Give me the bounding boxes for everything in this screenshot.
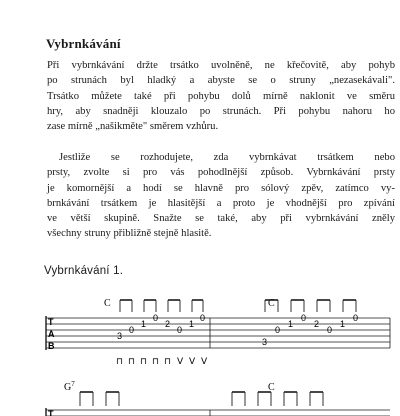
fret-number: 0 <box>200 313 206 323</box>
tab-label-t: T <box>48 317 54 327</box>
fret-number: 1 <box>340 319 346 329</box>
pick-up-symbol: V <box>177 357 184 367</box>
fret-number: 1 <box>189 319 195 329</box>
paragraph-2-line: brnkávání trsátkem je hlasitější a proto je vhodnější pro zpívání <box>47 197 395 209</box>
pick-directions <box>116 357 208 367</box>
fret-number: 0 <box>177 325 183 335</box>
section-heading: Vybrnkávání <box>46 36 121 51</box>
tab-label-a: A <box>48 329 55 339</box>
fret-number: 2 <box>165 319 171 329</box>
pick-down-symbol: ⊓ <box>116 357 124 367</box>
paragraph-2-line: Jestliže se rozhodujete, zda vybrnkávat trsátkem nebo <box>59 152 395 163</box>
fret-number: 3 <box>262 337 268 347</box>
chord-c: C <box>268 298 275 309</box>
fret-number: 1 <box>141 319 147 329</box>
fret-number: 1 <box>288 319 294 329</box>
chord-g7: $G^7$ <box>64 380 75 393</box>
pick-up-symbol: V <box>189 357 196 367</box>
fret-number: 0 <box>129 325 135 335</box>
paragraph-2-line: je komornější a hodí se hlavně pro sólový zpěv, zatímco vy- <box>47 182 395 194</box>
rhythm-beams-1 <box>120 300 356 312</box>
paragraph-2-line: ve větší skupině. Snažte se také, aby při vybrnkávání zněly <box>47 213 395 225</box>
paragraph-1-line: zase mírně „našikměte" směrem vzhůru. <box>47 121 219 133</box>
pick-down-symbol: ⊓ <box>128 357 136 367</box>
exercise-title: Vybrnkávání 1. <box>44 265 124 277</box>
paragraph-2-line: prsty, zvolte si pro vás pohodlnější způsob. Vybrnkávání prsty <box>47 167 395 179</box>
fret-number: 0 <box>301 313 307 323</box>
chord-c: C <box>268 382 275 393</box>
pick-down-symbol: ⊓ <box>164 357 172 367</box>
chord-c: C <box>104 298 111 309</box>
fret-number: 0 <box>353 313 359 323</box>
fret-number: 0 <box>327 325 333 335</box>
fret-number: 2 <box>314 319 320 329</box>
tab-label-t: T <box>48 409 54 416</box>
rhythm-beams-2 <box>80 392 323 406</box>
paragraph-1-line: hry, aby snadněji klouzalo po strunách. Při pohybu nahoru ho <box>47 105 395 117</box>
fret-number: 0 <box>275 325 281 335</box>
tab-staff-1 <box>46 316 390 350</box>
paragraph-1-line: Trsátko můžete také při pohybu dolů mírně naklonit ve směru <box>47 90 395 102</box>
paragraph-1-line: Při vybrnkávání držte trsátko uvolněně, ne křečovitě, aby pohyb <box>47 60 395 71</box>
pick-up-symbol: V <box>201 357 208 367</box>
paragraph-1-line: po strunách byl hladký a abyste se o struny „nezasekávali". <box>47 75 395 87</box>
fret-number: 0 <box>153 313 159 323</box>
pick-down-symbol: ⊓ <box>140 357 148 367</box>
fret-number: 3 <box>117 331 123 341</box>
tab-label-b: B <box>48 341 55 351</box>
pick-down-symbol: ⊓ <box>152 357 160 367</box>
paragraph-2-line: všechny struny přibližně stejně hlasitě. <box>47 228 212 240</box>
tab-staff-2 <box>46 408 390 416</box>
fret-numbers-m1 <box>117 313 205 341</box>
